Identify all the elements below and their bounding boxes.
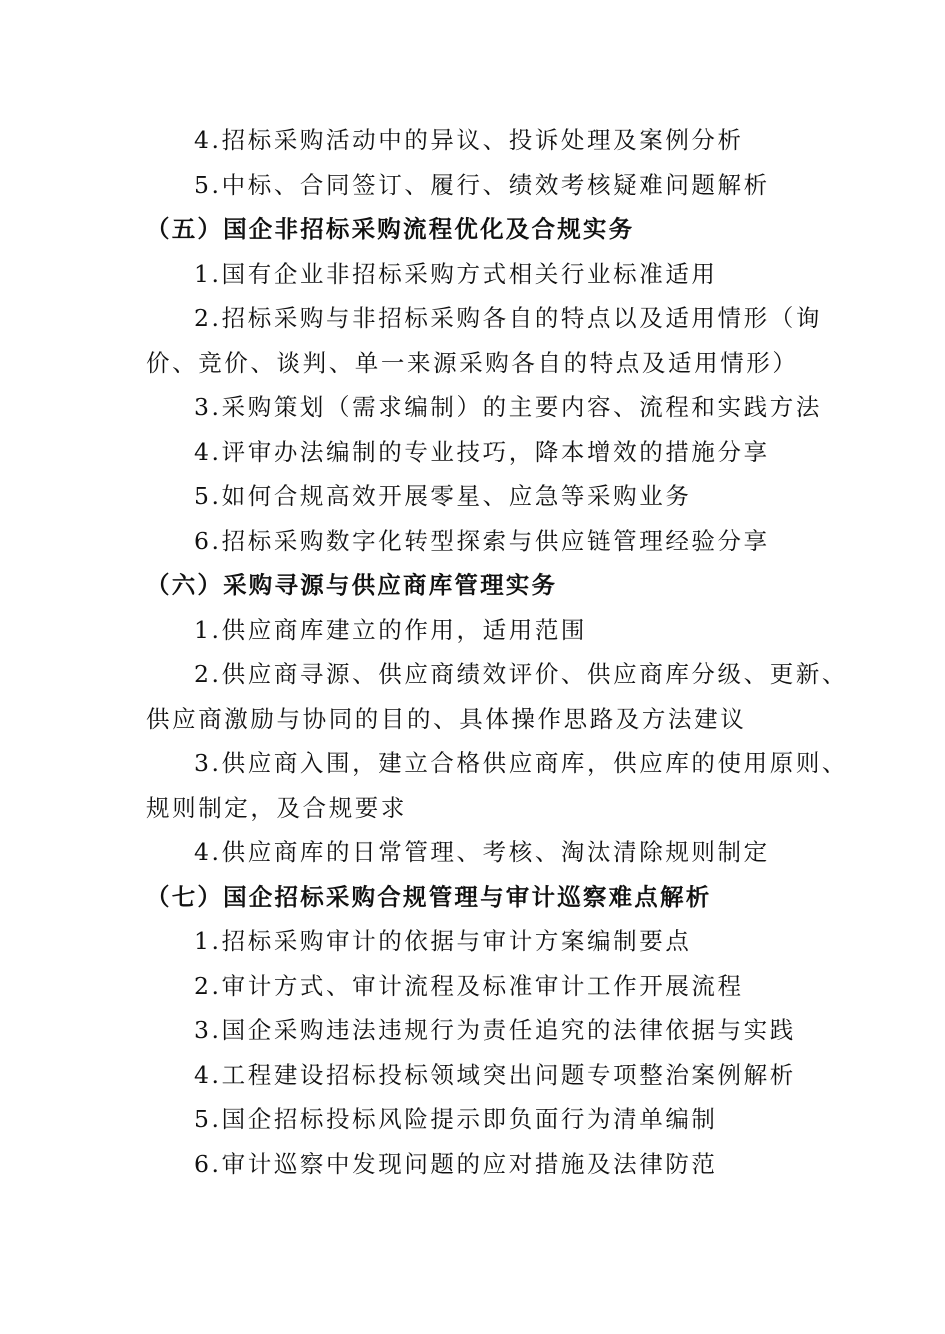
list-item: 5.如何合规高效开展零星、应急等采购业务 — [194, 482, 692, 510]
list-item: 6.招标采购数字化转型探索与供应链管理经验分享 — [194, 526, 770, 555]
list-item: 1.国有企业非招标采购方式相关行业标准适用 — [194, 259, 718, 288]
section-heading-7: （七）国企招标采购合规管理与审计巡察难点解析 — [146, 882, 712, 911]
list-item-continuation: 供应商激励与协同的目的、具体操作思路及方法建议 — [146, 704, 747, 733]
list-item: 3.供应商入围，建立合格供应商库，供应库的使用原则、 — [194, 749, 849, 777]
section-heading-6: （六）采购寻源与供应商库管理实务 — [146, 571, 558, 599]
list-item: 1.招标采购审计的依据与审计方案编制要点 — [194, 927, 692, 955]
list-item: 2.招标采购与非招标采购各自的特点以及适用情形（询 — [194, 304, 822, 332]
list-item: 2.供应商寻源、供应商绩效评价、供应商库分级、更新、 — [194, 660, 849, 688]
list-item: 2.审计方式、审计流程及标准审计工作开展流程 — [194, 971, 744, 1000]
list-item: 4.工程建设招标投标领域突出问题专项整治案例解析 — [194, 1060, 796, 1089]
list-item: 4.供应商库的日常管理、考核、淘汰清除规则制定 — [194, 838, 770, 866]
list-item: 5.中标、合同签订、履行、绩效考核疑难问题解析 — [194, 170, 770, 199]
list-item: 4.评审办法编制的专业技巧，降本增效的措施分享 — [194, 437, 770, 466]
list-item: 1.供应商库建立的作用，适用范围 — [194, 615, 588, 644]
list-item-continuation: 规则制定，及合规要求 — [146, 793, 407, 822]
list-item: 6.审计巡察中发现问题的应对措施及法律防范 — [194, 1149, 718, 1178]
list-item: 4.招标采购活动中的异议、投诉处理及案例分析 — [194, 126, 744, 154]
list-item: 3.国企采购违法违规行为责任追究的法律依据与实践 — [194, 1016, 796, 1044]
list-item: 5.国企招标投标风险提示即负面行为清单编制 — [194, 1105, 718, 1133]
list-item: 3.采购策划（需求编制）的主要内容、流程和实践方法 — [194, 393, 822, 421]
document-body — [146, 118, 849, 1186]
list-item-continuation: 价、竞价、谈判、单一来源采购各自的特点及适用情形） — [146, 348, 799, 377]
section-heading-5: （五）国企非招标采购流程优化及合规实务 — [146, 215, 635, 243]
